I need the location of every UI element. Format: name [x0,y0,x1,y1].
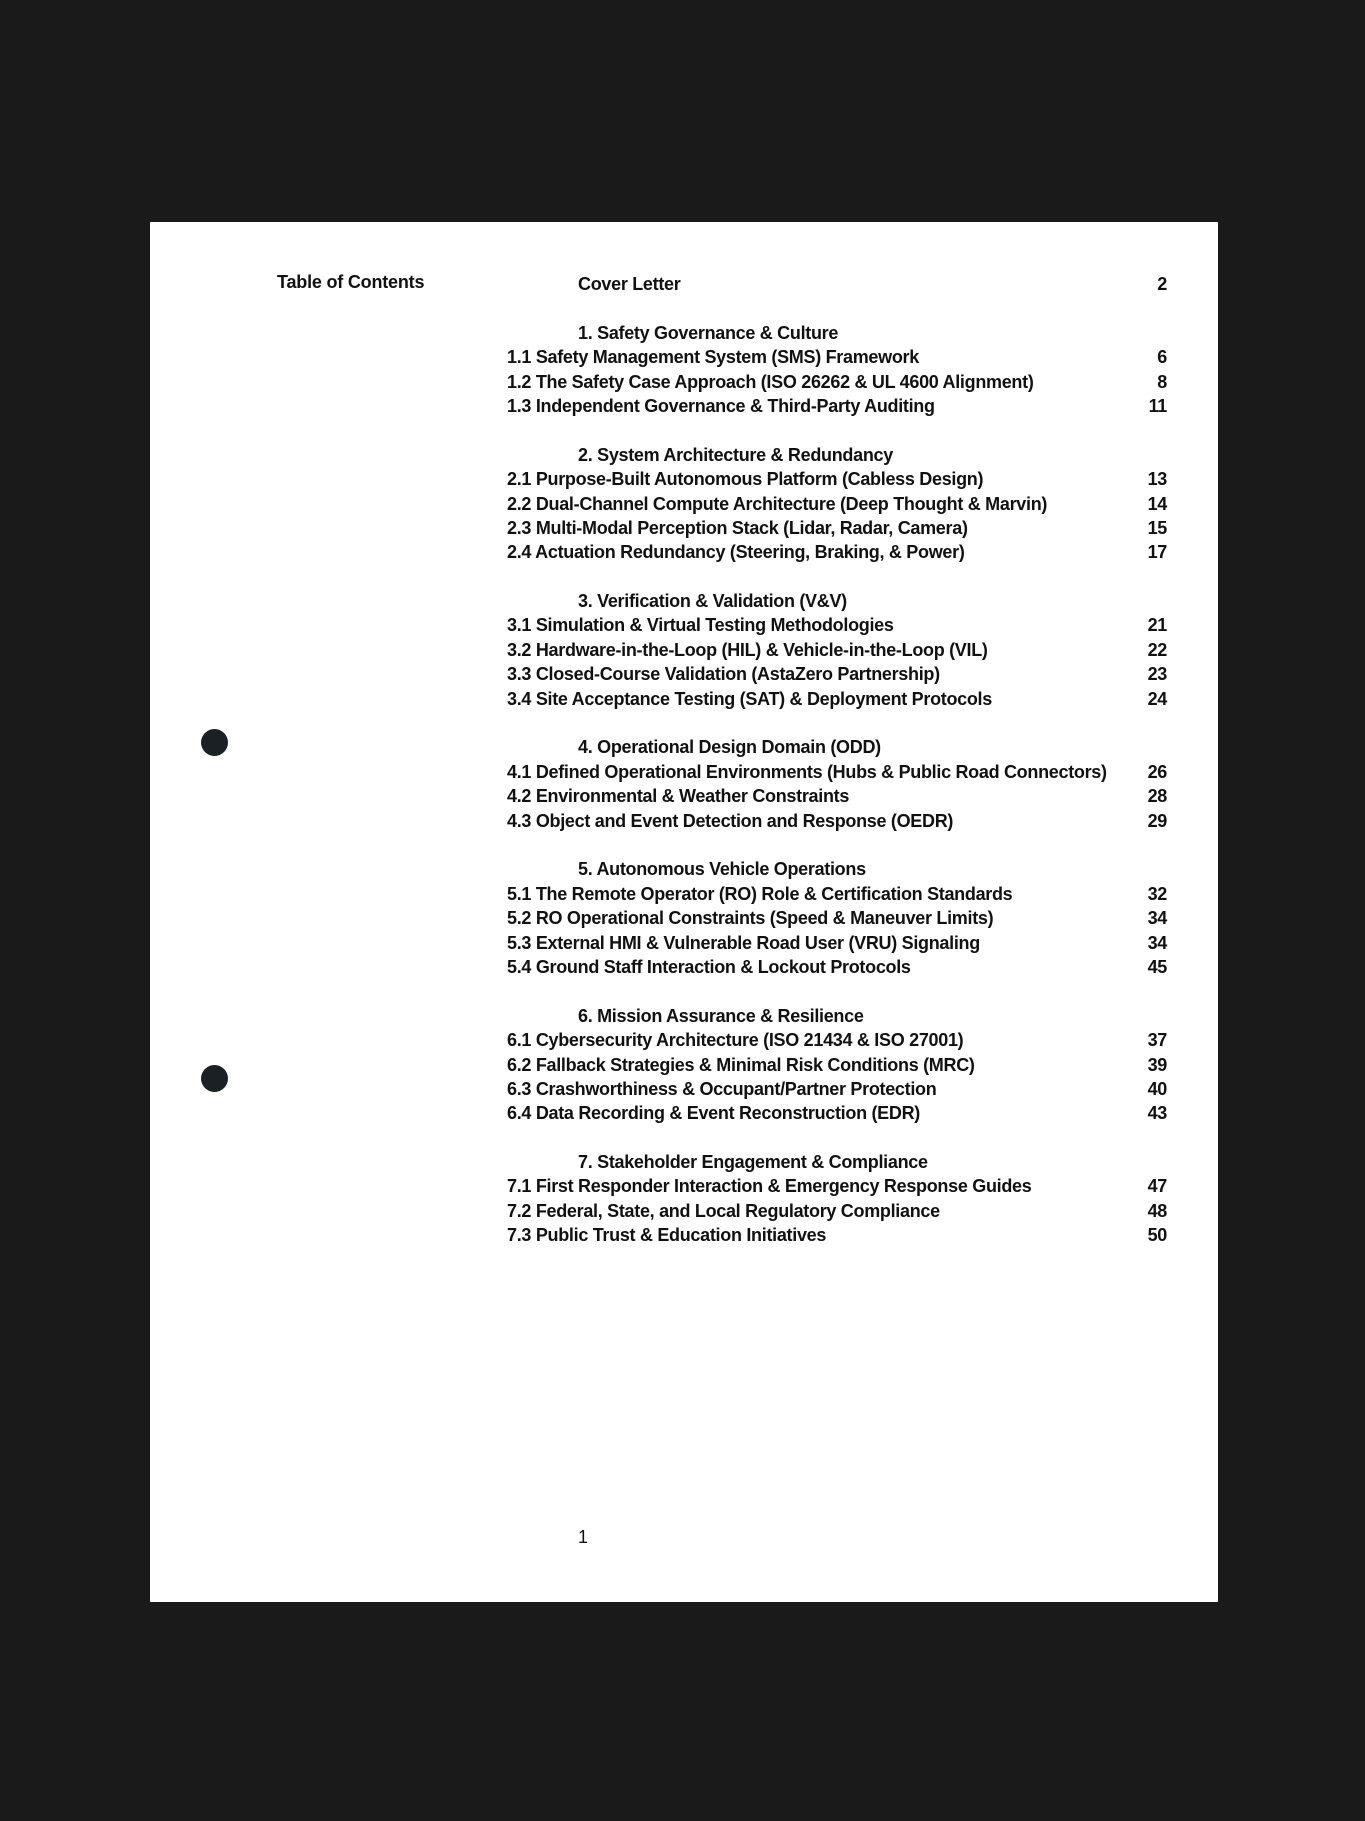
toc-entry-label: 2.3 Multi-Modal Perception Stack (Lidar, Radar, Camera) [507,517,968,538]
toc-heading: Table of Contents [277,272,425,292]
section-spacer [507,833,1167,857]
toc-entry-cover-letter[interactable] [507,272,1167,296]
toc-entry-page: 39 [1147,1054,1167,1075]
section-spacer [507,1126,1167,1150]
toc-section-heading[interactable] [507,589,1167,613]
toc-section-title: 1. Safety Governance & Culture [578,322,839,343]
toc-entry[interactable] [507,613,1167,637]
toc-entry-label: 7.2 Federal, State, and Local Regulatory Compliance [507,1200,940,1221]
toc-entry-label: 3.1 Simulation & Virtual Testing Methodologies [507,615,894,636]
toc-entry-page: 50 [1147,1225,1167,1246]
section-spacer [507,711,1167,735]
toc-entry-page: 47 [1147,1176,1167,1197]
toc-entry-page: 13 [1147,469,1167,490]
toc-entry-page: 34 [1147,908,1167,929]
toc-entry-page: 40 [1147,1078,1167,1099]
toc-entry-page: 34 [1147,932,1167,953]
toc-entry-label: 1.2 The Safety Case Approach (ISO 26262 & UL 4600 Alignment) [507,371,1034,392]
toc-entry[interactable] [507,492,1167,516]
toc-entry-label: 6.2 Fallback Strategies & Minimal Risk Conditions (MRC) [507,1054,975,1075]
toc-entry-label: 2.4 Actuation Redundancy (Steering, Braking, & Power) [507,542,965,563]
binder-hole [201,729,228,756]
toc-section-heading[interactable] [507,1004,1167,1028]
toc-entry[interactable] [507,1028,1167,1052]
toc-entry-page: 26 [1147,761,1167,782]
toc-section-title: 5. Autonomous Vehicle Operations [578,859,866,880]
toc-entry-page: 43 [1147,1103,1167,1124]
toc-entry[interactable] [507,1077,1167,1101]
toc-entry-page: 32 [1147,883,1167,904]
toc-entry-label: 6.1 Cybersecurity Architecture (ISO 21434 & ISO 27001) [507,1030,964,1051]
toc-entry[interactable] [507,784,1167,808]
toc-section-title: 2. System Architecture & Redundancy [578,444,893,465]
toc-entry-page: 45 [1147,956,1167,977]
toc-sections [507,296,1167,1247]
toc-section-title: 4. Operational Design Domain (ODD) [578,737,881,758]
toc-section-title: 7. Stakeholder Engagement & Compliance [578,1152,928,1173]
document-page [150,222,1218,1602]
toc-entry[interactable] [507,809,1167,833]
toc-entry-label: Cover Letter [578,274,681,294]
toc-section-heading[interactable] [507,1150,1167,1174]
toc-entry[interactable] [507,760,1167,784]
toc-section-title: 3. Verification & Validation (V&V) [578,591,847,612]
toc-entry[interactable] [507,540,1167,564]
toc-section-title: 6. Mission Assurance & Resilience [578,1005,864,1026]
toc-entry-page: 24 [1147,688,1167,709]
toc-entry-label: 3.3 Closed-Course Validation (AstaZero Partnership) [507,664,940,685]
toc-entry[interactable] [507,906,1167,930]
toc-entry[interactable] [507,638,1167,662]
toc-entry-label: 5.3 External HMI & Vulnerable Road User (VRU) Signaling [507,932,980,953]
toc-entry[interactable] [507,467,1167,491]
toc-entry-page: 14 [1147,493,1167,514]
section-spacer [507,296,1167,320]
toc-entry[interactable] [507,882,1167,906]
toc-entry-label: 2.1 Purpose-Built Autonomous Platform (Cabless Design) [507,469,984,490]
toc-entry-page: 23 [1147,664,1167,685]
toc-entry-page: 6 [1157,347,1167,368]
section-spacer [507,565,1167,589]
toc-entry-label: 5.1 The Remote Operator (RO) Role & Certification Standards [507,883,1013,904]
toc-entry-page: 8 [1157,371,1167,392]
toc-entry-page: 11 [1148,395,1167,416]
section-spacer [507,418,1167,442]
toc-entry-page: 29 [1147,810,1167,831]
toc-entry-label: 1.1 Safety Management System (SMS) Framework [507,347,919,368]
toc-entry-label: 4.1 Defined Operational Environments (Hubs & Public Road Connectors) [507,761,1107,782]
toc-entry-label: 3.4 Site Acceptance Testing (SAT) & Deployment Protocols [507,688,992,709]
toc-entry-page: 48 [1147,1200,1167,1221]
toc-section-heading[interactable] [507,443,1167,467]
toc-entry[interactable] [507,345,1167,369]
toc-entry[interactable] [507,662,1167,686]
binder-hole [201,1065,228,1092]
toc-section-heading[interactable] [507,735,1167,759]
toc-entry-label: 6.3 Crashworthiness & Occupant/Partner Protection [507,1078,937,1099]
toc-entry-page: 37 [1147,1030,1167,1051]
toc-entry-label: 7.1 First Responder Interaction & Emergency Response Guides [507,1176,1032,1197]
toc-section-heading[interactable] [507,321,1167,345]
toc-entry-label: 5.2 RO Operational Constraints (Speed & Maneuver Limits) [507,908,994,929]
toc-section-heading[interactable] [507,857,1167,881]
toc-entry-label: 3.2 Hardware-in-the-Loop (HIL) & Vehicle-in-the-Loop (VIL) [507,639,988,660]
toc-entry[interactable] [507,1174,1167,1198]
toc-entry-label: 2.2 Dual-Channel Compute Architecture (Deep Thought & Marvin) [507,493,1048,514]
toc-entry-page: 22 [1147,639,1167,660]
toc-entry-page: 17 [1147,542,1167,563]
toc-list [507,272,1167,1248]
toc-entry-page: 15 [1147,517,1167,538]
toc-entry[interactable] [507,1101,1167,1125]
toc-entry-label: 6.4 Data Recording & Event Reconstruction (EDR) [507,1103,920,1124]
toc-entry[interactable] [507,1053,1167,1077]
page-number: 1 [578,1527,589,1547]
toc-entry[interactable] [507,1199,1167,1223]
toc-entry-page: 28 [1147,786,1167,807]
toc-entry[interactable] [507,931,1167,955]
toc-entry-label: 4.2 Environmental & Weather Constraints [507,786,850,807]
toc-entry[interactable] [507,394,1167,418]
toc-entry-label: 5.4 Ground Staff Interaction & Lockout Protocols [507,956,911,977]
toc-entry[interactable] [507,1223,1167,1247]
toc-entry[interactable] [507,687,1167,711]
toc-entry-page: 21 [1147,615,1167,636]
toc-entry-label: 4.3 Object and Event Detection and Response (OEDR) [507,810,954,831]
toc-entry[interactable] [507,955,1167,979]
toc-entry[interactable] [507,516,1167,540]
toc-entry-page: 2 [1157,274,1167,294]
section-spacer [507,979,1167,1003]
toc-entry-label: 7.3 Public Trust & Education Initiatives [507,1225,827,1246]
toc-entry[interactable] [507,370,1167,394]
toc-entry-label: 1.3 Independent Governance & Third-Party Auditing [507,395,935,416]
